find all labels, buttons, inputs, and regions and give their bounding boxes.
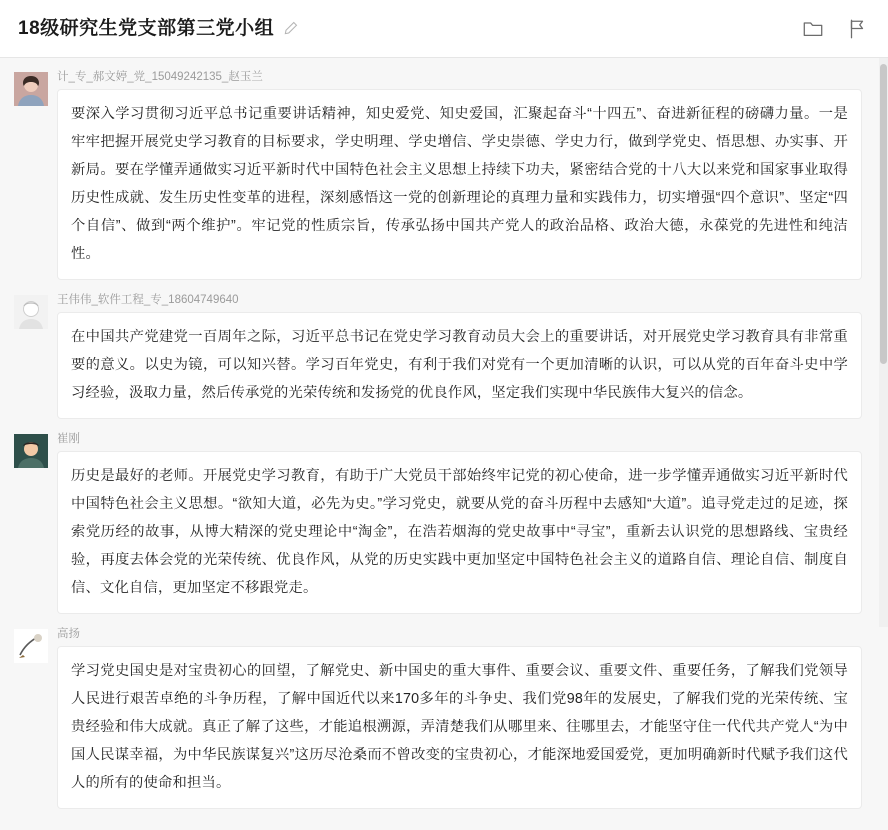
message-body: [57, 70, 862, 280]
message-item: [14, 627, 862, 809]
message-body: [57, 293, 862, 419]
scrollbar-thumb[interactable]: [880, 64, 887, 364]
avatar[interactable]: [14, 629, 48, 663]
sender-name: 王伟伟_软件工程_专_18604749640: [57, 294, 239, 306]
message-text: 学习党史国史是对宝贵初心的回望，了解党史、新中国史的重大事件、重要会议、重要文件、重要任务，了解我们党领导人民进行艰苦卓绝的斗争历程，了解中国近代以来170多年的斗争史、我们党98年的发展史，了解我们党的光荣传统、宝贵经验和伟大成就。真正了解了这些，才能追根溯源，弄清楚我们从哪里来、往哪里去，才能坚守住一代代共产党人“为中国人民谋幸福，为中华民族谋复兴”这历尽沧桑而不曾改变的宝贵初心，才能深地爱国爱党，更加明确新时代赋予我们这代人的所有的使命和担当。: [57, 646, 862, 809]
scrollbar-track[interactable]: [879, 58, 888, 627]
message-text: 历史是最好的老师。开展党史学习教育，有助于广大党员干部始终牢记党的初心使命，进一步学懂弄通做实习近平新时代中国特色社会主义思想。“欲知大道，必先为史。”学习党史，就要从党的奋斗历程中去感知“大道”。追寻党走过的足迹，探索党历经的故事，从博大精深的党史理论中“淘金”，在浩若烟海的党史故事中“寻宝”，重新去认识党的思想路线、宝贵经验，再度去体会党的光荣传统、优良作风，从党的历史实践中更加坚定中国特色社会主义的道路自信、理论自信、制度自信、文化自信，更加坚定不移跟党走。: [57, 451, 862, 614]
sender-name: 高扬: [57, 628, 80, 640]
avatar[interactable]: [14, 72, 48, 106]
avatar[interactable]: [14, 434, 48, 468]
message-body: [57, 627, 862, 809]
sender-name: 崔刚: [57, 433, 80, 445]
pencil-icon[interactable]: [282, 21, 298, 37]
message-item: [14, 70, 862, 280]
page-title: 18级研究生党支部第三党小组: [18, 18, 275, 39]
sender-name: 计_专_郝文婷_党_15049242135_赵玉兰: [57, 71, 263, 83]
chat-header: [0, 0, 888, 58]
message-list[interactable]: [0, 58, 888, 822]
message-body: [57, 432, 862, 614]
bottom-strip: [0, 822, 888, 830]
folder-icon[interactable]: [798, 14, 828, 44]
avatar[interactable]: [14, 295, 48, 329]
message-text: 在中国共产党建党一百周年之际，习近平总书记在党史学习教育动员大会上的重要讲话，对开展党史学习教育具有非常重要的意义。以史为镜，可以知兴替。学习百年党史，有利于我们对党有一个更加清晰的认识，可以从党的百年奋斗史中学习经验，汲取力量，然后传承党的光荣传统和发扬党的优良作风，坚定我们实现中华民族伟大复兴的信念。: [57, 312, 862, 419]
message-item: [14, 293, 862, 419]
flag-icon[interactable]: [842, 14, 872, 44]
message-text: 要深入学习贯彻习近平总书记重要讲话精神，知史爱党、知史爱国，汇聚起奋斗“十四五”、奋进新征程的磅礴力量。一是牢牢把握开展党史学习教育的目标要求，学史明理、学史增信、学史崇德、学史力行，做到学党史、悟思想、办实事、开新局。要在学懂弄通做实习近平新时代中国特色社会主义思想上持续下功夫，紧密结合党的十八大以来党和国家事业取得历史性成就、发生历史性变革的进程，深刻感悟这一党的创新理论的真理力量和实践伟力，切实增强“四个意识”、坚定“四个自信”、做到“两个维护”。牢记党的性质宗旨，传承弘扬中国共产党人的政治品格、政治大德，永葆党的先进性和纯洁性。: [57, 89, 862, 280]
message-item: [14, 432, 862, 614]
